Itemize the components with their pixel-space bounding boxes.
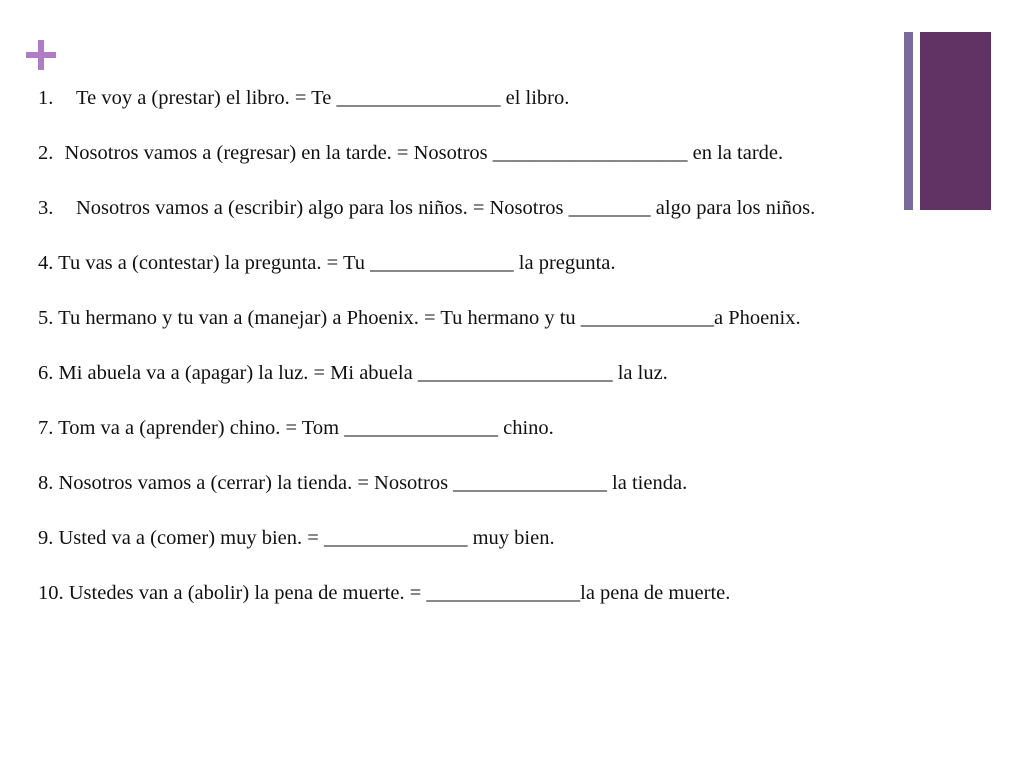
list-item <box>38 469 898 497</box>
list-item <box>38 249 898 277</box>
item-text: Tu vas a (contestar) la pregunta. = Tu ______________ la pregunta. <box>58 252 616 274</box>
list-item <box>38 579 898 607</box>
item-text: Mi abuela va a (apagar) la luz. = Mi abuela ___________________ la luz. <box>58 362 668 384</box>
item-text: Ustedes van a (abolir) la pena de muerte. = _______________la pena de muerte. <box>68 582 731 604</box>
item-number: 6. <box>38 362 54 384</box>
list-item <box>38 414 898 442</box>
item-number: 2. <box>38 142 54 164</box>
decorative-bar-thin <box>904 32 913 210</box>
list-item <box>38 359 898 387</box>
item-number: 7. <box>38 417 54 439</box>
item-text: Nosotros vamos a (escribir) algo para los niños. = Nosotros ________ algo para los niños. <box>76 197 816 219</box>
item-text: Tom va a (aprender) chino. = Tom _______________ chino. <box>58 417 554 439</box>
plus-icon <box>26 40 56 70</box>
list-item <box>38 524 898 552</box>
list-item <box>38 304 898 332</box>
item-number: 9. <box>38 527 54 549</box>
item-number: 10. <box>38 582 64 604</box>
item-text: Te voy a (prestar) el libro. = Te ________________ el libro. <box>76 87 570 109</box>
item-text: Usted va a (comer) muy bien. = ______________ muy bien. <box>58 527 555 549</box>
list-item <box>38 194 898 222</box>
item-number: 5. <box>38 307 54 329</box>
item-text: Nosotros vamos a (cerrar) la tienda. = Nosotros _______________ la tienda. <box>58 472 688 494</box>
exercise-list <box>38 84 898 634</box>
item-number: 4. <box>38 252 54 274</box>
item-text: Tu hermano y tu van a (manejar) a Phoenix. = Tu hermano y tu _____________a Phoenix. <box>58 307 801 329</box>
item-number: 1. <box>38 87 54 109</box>
list-item <box>38 139 898 167</box>
list-item <box>38 84 898 112</box>
item-text: Nosotros vamos a (regresar) en la tarde. = Nosotros ___________________ en la tarde. <box>64 142 784 164</box>
decorative-bar-thick <box>920 32 991 210</box>
item-number: 8. <box>38 472 54 494</box>
item-number: 3. <box>38 197 54 219</box>
